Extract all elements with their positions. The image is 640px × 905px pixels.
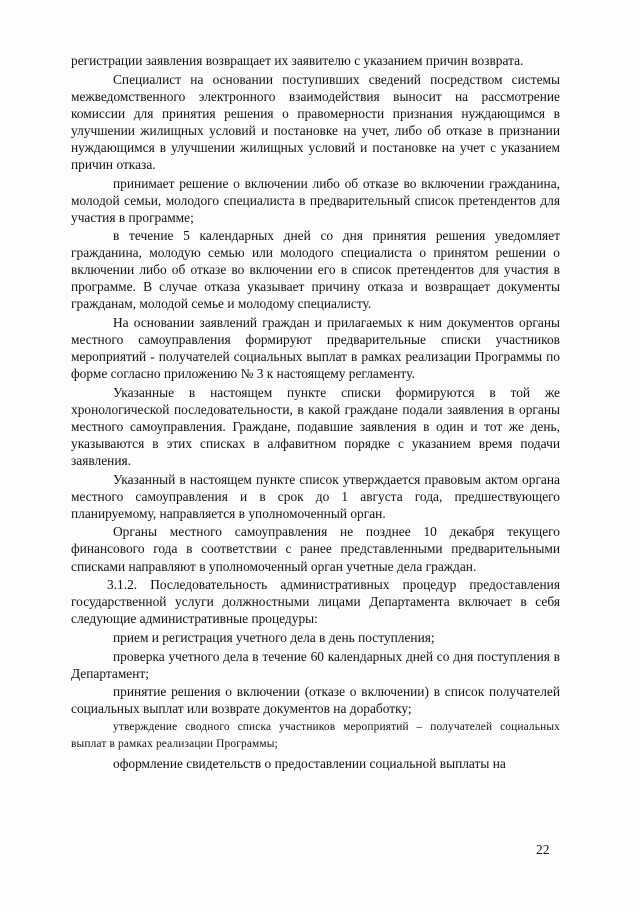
page-number: 22	[536, 842, 550, 857]
paragraph-5: На основании заявлений граждан и прилагаемых к ним документов органы местного самоуправления формируют предварительные списки участников мероприятий - получателей социальных выплат в рамках реализации Программы по форме согласно приложению № 3 к настоящему регламенту.	[71, 315, 560, 382]
paragraph-4: в течение 5 календарных дней со дня принятия решения уведомляет гражданина, молодую семью или молодого специалиста о принятом решении о включении либо об отказе во включении его в список претендентов для участия в программе. В случае отказа указывает причину отказа и возвращает документы гражданам, молодой семье и молодому специалисту.	[71, 228, 560, 312]
paragraph-6: Указанные в настоящем пункте списки формируются в той же хронологической последовательности, в какой граждане подали заявления в органы местного самоуправления. Граждане, подавшие заявления в один и тот же день, указываются в этих списках в алфавитном порядке с указанием время подачи заявления.	[71, 384, 560, 469]
paragraph-2: Специалист на основании поступивших сведений посредством системы межведомственного электронного взаимодействия выносит на рассмотрение комиссии для принятия решения о правомерности признания нуждающимся в улучшении жилищных условий и постановке на учет, либо об отказе в признании нуждающимся в улучшении жилищных условий и постановке на учет с указанием причин отказа.	[71, 71, 560, 172]
paragraph-8: Органы местного самоуправления не позднее 10 декабря текущего финансового года в соответствии с ранее представленными предварительными списками направляют в уполномоченный орган учетные дела граждан.	[71, 524, 560, 574]
paragraph-7: Указанный в настоящем пункте список утверждается правовым актом органа местного самоуправления и в срок до 1 августа года, предшествующего планируемому, направляется в уполномоченный орган.	[71, 471, 560, 521]
paragraph-1: регистрации заявления возвращает их заявителю с указанием причин возврата.	[71, 53, 524, 68]
paragraph-3: принимает решение о включении либо об отказе во включении гражданина, молодой семьи, молодого специалиста в предварительный список претендентов для участия в программе;	[71, 175, 560, 225]
procedure-item-5: оформление свидетельств о предоставлении социальной выплаты на	[113, 755, 506, 771]
document-body	[71, 52, 560, 773]
procedure-item-2: проверка учетного дела в течение 60 календарных дней со дня поступления в Департамент;	[71, 648, 560, 681]
procedure-item-3: принятие решения о включении (отказе о включении) в список получателей социальных выплат или возврате документов на доработку;	[71, 684, 560, 717]
procedure-item-4: утверждение сводного списка участников мероприятий – получателей социальных выплат в рамках реализации Программы;	[71, 720, 560, 750]
procedure-item-1: прием и регистрация учетного дела в день поступления;	[113, 629, 435, 645]
section-3-1-2: 3.1.2. Последовательность административных процедур предоставления государственной услуги должностными лицами Департамента включает в себя следующие административные процедуры:	[71, 577, 560, 627]
